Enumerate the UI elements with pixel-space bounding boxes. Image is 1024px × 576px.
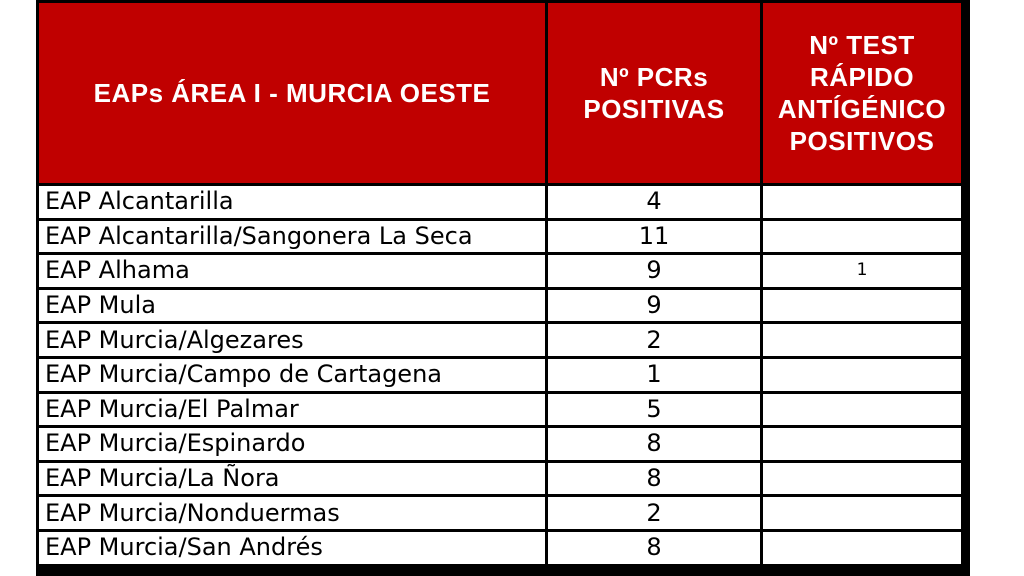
table-row [39,532,961,564]
table-row [39,394,961,426]
eap-name-cell: EAP Murcia/La Ñora [39,463,545,495]
eap-name-cell: EAP Alcantarilla [39,186,545,218]
pcr-count-cell: 2 [548,497,760,529]
pcr-count-cell: 5 [548,394,760,426]
header-test-line4: POSITIVOS [789,126,935,156]
table-row [39,428,961,460]
header-test-line3: ANTÍGÉNICO [777,94,947,124]
eap-name-cell: EAP Alcantarilla/Sangonera La Seca [39,221,545,253]
eap-name-cell: EAP Murcia/Espinardo [39,428,545,460]
header-pcr-line2: POSITIVAS [583,94,725,124]
header-pcr-line1: Nº PCRs [599,62,709,92]
table-row [39,290,961,322]
eap-name-cell: EAP Alhama [39,255,545,287]
table-row [39,359,961,391]
test-count-cell [763,290,961,322]
header-pcr [548,3,760,183]
eap-name-cell: EAP Murcia/Nonduermas [39,497,545,529]
pcr-count-cell: 9 [548,255,760,287]
header-test-line2: RÁPIDO [809,62,915,92]
test-count-cell [763,221,961,253]
table-row [39,255,961,287]
header-test [763,3,961,183]
table-row [39,186,961,218]
eap-name-cell: EAP Murcia/El Palmar [39,394,545,426]
eap-name-cell: EAP Murcia/Campo de Cartagena [39,359,545,391]
pcr-count-cell: 9 [548,290,760,322]
eap-name-cell: EAP Murcia/San Andrés [39,532,545,564]
test-count-cell [763,359,961,391]
pcr-count-cell: 8 [548,463,760,495]
header-row [39,3,961,183]
table-row [39,463,961,495]
pcr-count-cell: 8 [548,428,760,460]
test-count-cell [763,394,961,426]
table-frame [36,0,970,576]
pcr-count-cell: 8 [548,532,760,564]
table-row [39,324,961,356]
pcr-count-cell: 1 [548,359,760,391]
test-count-cell [763,532,961,564]
test-count-cell: 1 [763,255,961,287]
eap-name-cell: EAP Murcia/Algezares [39,324,545,356]
pcr-count-cell: 11 [548,221,760,253]
eap-results-table [36,0,964,567]
test-count-cell [763,428,961,460]
header-area [39,3,545,183]
table-row [39,497,961,529]
test-count-cell [763,463,961,495]
pcr-count-cell: 2 [548,324,760,356]
test-count-cell [763,324,961,356]
eap-name-cell: EAP Mula [39,290,545,322]
pcr-count-cell: 4 [548,186,760,218]
test-count-cell [763,186,961,218]
test-count-cell [763,497,961,529]
header-test-line1: Nº TEST [809,30,915,60]
table-row [39,221,961,253]
header-area-label: EAPs ÁREA I - MURCIA OESTE [93,78,491,108]
